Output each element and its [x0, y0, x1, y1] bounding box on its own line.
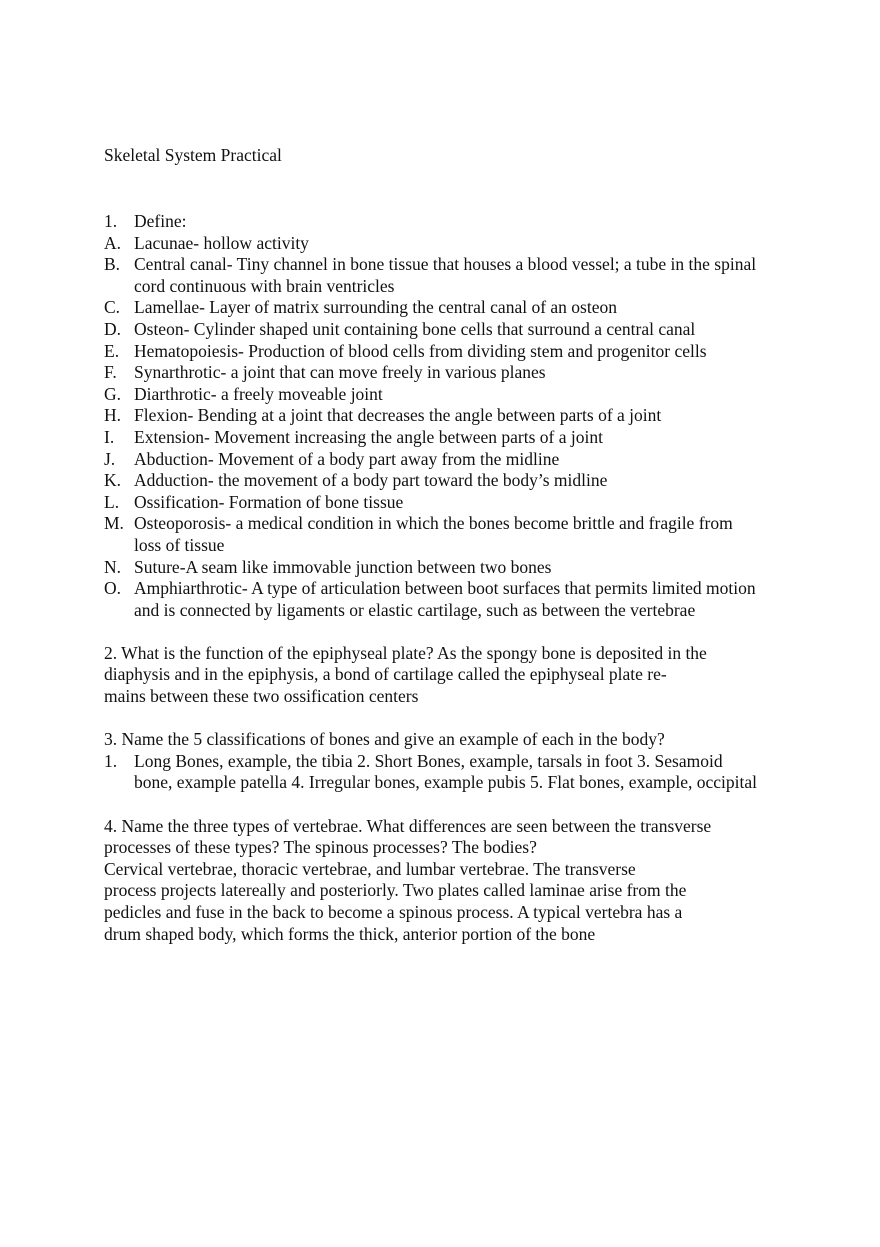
item-marker: M.	[104, 513, 124, 534]
item-text: Osteon- Cylinder shaped unit containing bone cells that surround a central canal	[134, 318, 696, 339]
item-text: Diarthrotic- a freely moveable joint	[134, 383, 383, 404]
q4-line: pedicles and fuse in the back to become a spinous process. A typical vertebra has a	[104, 902, 683, 922]
item-marker: K.	[104, 470, 122, 491]
item-marker: J.	[104, 448, 116, 469]
item-marker: I.	[104, 426, 115, 447]
definition-item	[104, 405, 764, 427]
item-marker: E.	[104, 340, 120, 361]
q4-line: processes of these types? The spinous processes? The bodies?	[104, 837, 537, 858]
document-title: Skeletal System Practical	[104, 145, 282, 165]
item-text: Lamellae- Layer of matrix surrounding the central canal of an osteon	[134, 297, 617, 318]
item-marker: F.	[104, 362, 117, 383]
item-text: Hematopoiesis- Production of blood cells from dividing stem and progenitor cells	[134, 340, 707, 361]
definition-item	[104, 233, 764, 255]
definition-item	[104, 319, 764, 341]
q3-answer-text: Long Bones, example, the tibia 2. Short Bones, example, tarsals in foot 3. Sesamoid bone, example patella 4. Irregular bones, example pubis 5. Flat bones, example, occipital	[134, 750, 757, 793]
q4-line: drum shaped body, which forms the thick, anterior portion of the bone	[104, 923, 596, 944]
item-text: Osteoporosis- a medical condition in which the bones become brittle and fragile from loss of tissue	[134, 513, 733, 555]
definition-item	[104, 384, 764, 406]
spacer	[104, 794, 764, 816]
q2-line: 2. What is the function of the epiphyseal plate? As the spongy bone is deposited in the	[104, 642, 707, 663]
q1-label: Define:	[134, 211, 187, 231]
spacer	[104, 621, 764, 643]
item-text: Extension- Movement increasing the angle between parts of a joint	[134, 426, 603, 447]
q4-paragraph	[104, 816, 764, 946]
definition-item	[104, 427, 764, 449]
document-page	[104, 145, 764, 945]
definition-item	[104, 362, 764, 384]
item-marker: G.	[104, 383, 122, 404]
definition-item	[104, 578, 764, 621]
spacer	[104, 167, 764, 211]
q2-line: mains between these two ossification centers	[104, 686, 419, 707]
q1-heading	[104, 211, 764, 233]
item-marker: A.	[104, 232, 122, 253]
q4-line: process projects latereally and posteriorly. Two plates called laminae arise from the	[104, 880, 687, 901]
item-text: Adduction- the movement of a body part toward the body’s midline	[134, 470, 608, 491]
q3-marker: 1.	[104, 750, 118, 771]
item-marker: D.	[104, 318, 122, 339]
q3-answer	[104, 751, 764, 794]
definition-item	[104, 557, 764, 579]
definition-item	[104, 513, 764, 556]
item-text: Amphiarthrotic- A type of articulation between boot surfaces that permits limited motion and is connected by ligaments or elastic cartilage, such as between the vertebrae	[134, 578, 756, 620]
item-text: Abduction- Movement of a body part away from the midline	[134, 448, 560, 469]
definition-item	[104, 297, 764, 319]
spacer	[104, 708, 764, 730]
definition-item	[104, 341, 764, 363]
item-marker: C.	[104, 297, 121, 318]
item-text: Synarthrotic- a joint that can move freely in various planes	[134, 362, 546, 383]
q1-marker: 1.	[104, 211, 118, 231]
item-text: Flexion- Bending at a joint that decreases the angle between parts of a joint	[134, 405, 662, 426]
item-marker: H.	[104, 405, 122, 426]
q2-line: diaphysis and in the epiphysis, a bond of cartilage called the epiphyseal plate re-	[104, 664, 667, 685]
item-marker: O.	[104, 578, 122, 599]
item-marker: L.	[104, 491, 120, 512]
item-text: Ossification- Formation of bone tissue	[134, 491, 404, 512]
definition-item	[104, 492, 764, 514]
q4-line: 4. Name the three types of vertebrae. What differences are seen between the transverse	[104, 815, 712, 836]
item-text: Lacunae- hollow activity	[134, 232, 309, 253]
item-marker: B.	[104, 254, 121, 275]
q4-line: Cervical vertebrae, thoracic vertebrae, and lumbar vertebrae. The transverse	[104, 858, 636, 879]
definition-list	[104, 233, 764, 622]
item-text: Suture-A seam like immovable junction between two bones	[134, 556, 552, 577]
item-text: Central canal- Tiny channel in bone tissue that houses a blood vessel; a tube in the spinal cord continuous with brain ventricles	[134, 254, 757, 296]
item-marker: N.	[104, 556, 122, 577]
q3-question: 3. Name the 5 classifications of bones and give an example of each in the body?	[104, 729, 665, 750]
definition-item	[104, 470, 764, 492]
definition-item	[104, 254, 764, 297]
definition-item	[104, 449, 764, 471]
q2-paragraph	[104, 643, 764, 708]
